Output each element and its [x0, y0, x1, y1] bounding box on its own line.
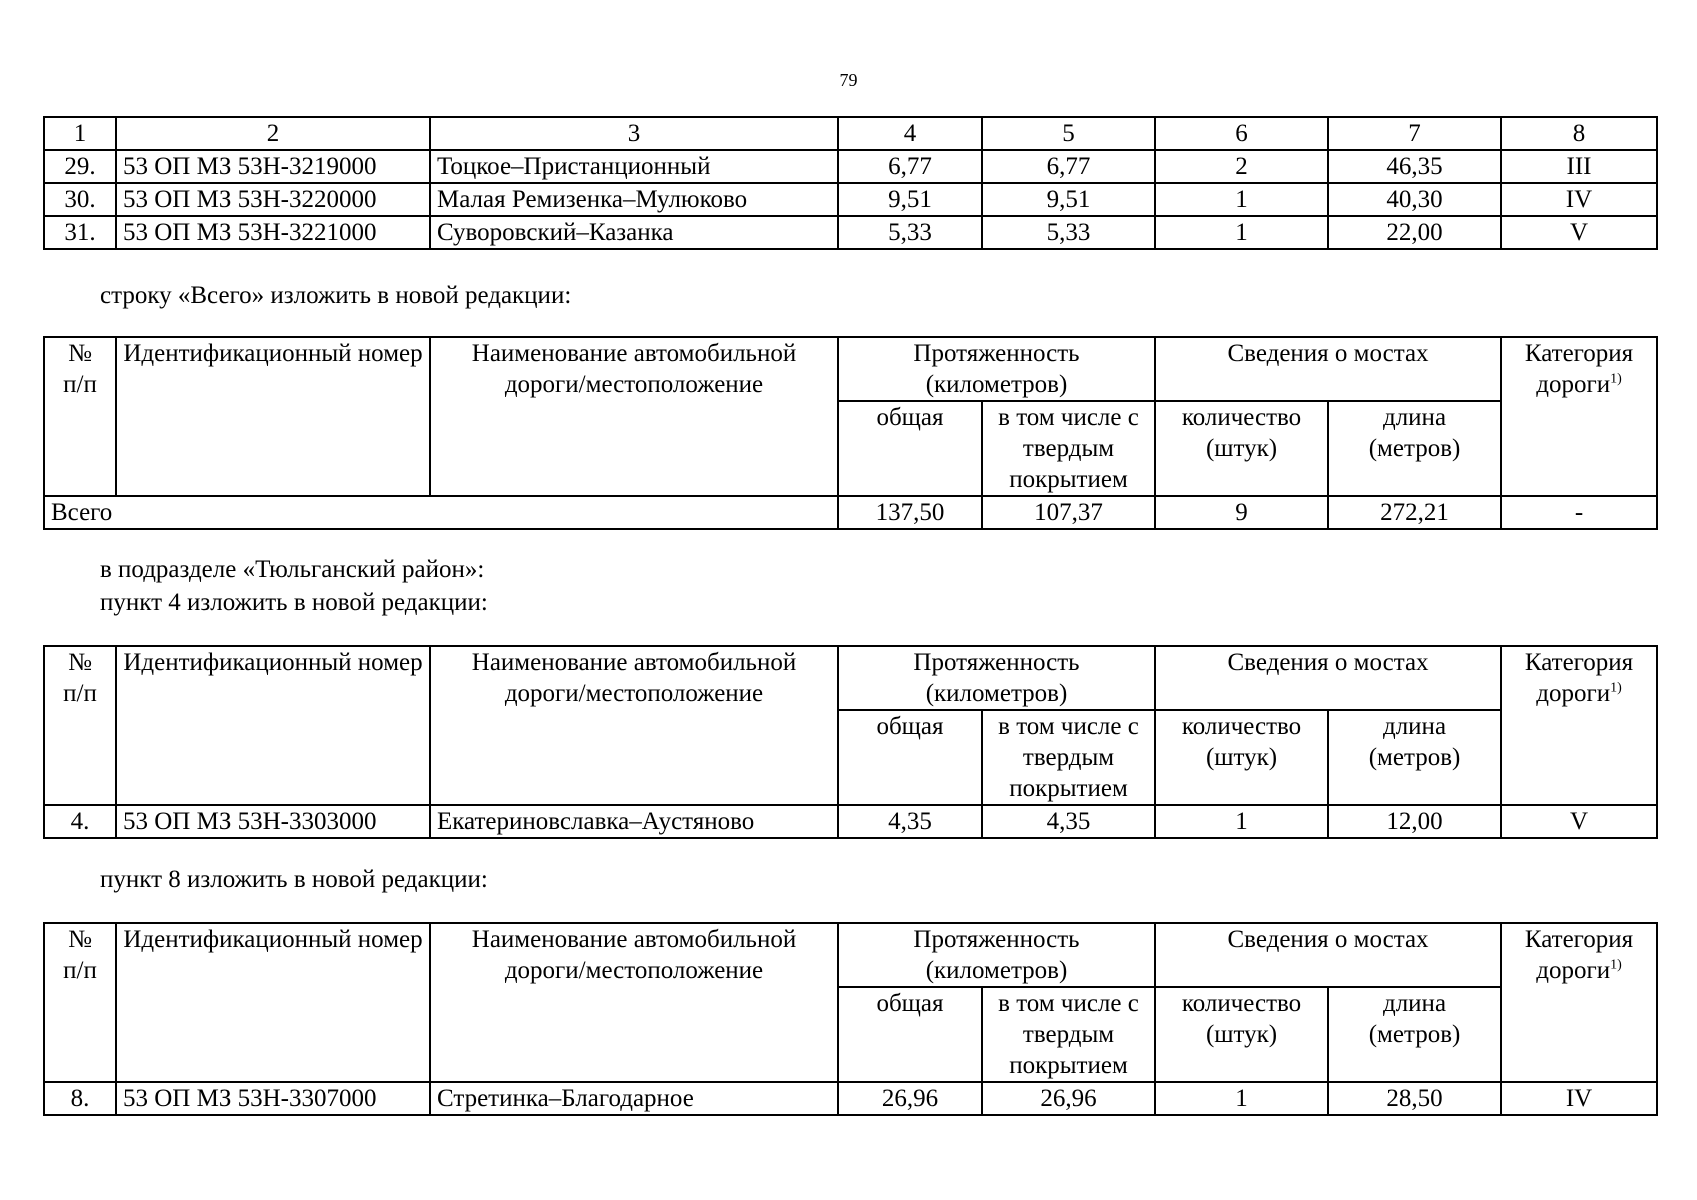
footnote-marker: 1): [1610, 680, 1622, 696]
header-length: Протяженность (километров): [838, 337, 1155, 401]
road-id: 53 ОП МЗ 53Н-3220000: [116, 183, 430, 216]
table-row: [44, 183, 1657, 216]
length-total: 6,77: [838, 150, 982, 183]
instruction-paragraph: пункт 4 изложить в новой редакции:: [100, 589, 488, 616]
total-category: -: [1501, 496, 1657, 529]
header-bridges: Сведения о мостах: [1155, 337, 1501, 401]
table-item-8: [43, 922, 1658, 1116]
instruction-paragraph: строку «Всего» изложить в новой редакции:: [100, 282, 572, 309]
bridge-count: 2: [1155, 150, 1328, 183]
total-bridge-count: 9: [1155, 496, 1328, 529]
instruction-paragraph: пункт 8 изложить в новой редакции:: [100, 866, 488, 893]
road-id: 53 ОП МЗ 53Н-3219000: [116, 150, 430, 183]
header-num: [44, 646, 116, 805]
header-bridges: Сведения о мостах: [1155, 646, 1501, 710]
column-number-row: [44, 117, 1657, 150]
header-name: Наименование автомобильной дороги/местоположение: [430, 646, 838, 805]
row-num: 8.: [44, 1082, 116, 1115]
road-name: Екатериновславка–Аустяново: [430, 805, 838, 838]
bridge-count: 1: [1155, 216, 1328, 249]
road-name: Малая Ремизенка–Мулюково: [430, 183, 838, 216]
length-paved: 6,77: [982, 150, 1155, 183]
header-num: [44, 923, 116, 1082]
header-paved: в том числе с твердым покрытием: [982, 987, 1155, 1082]
header-total: общая: [838, 401, 982, 496]
bridge-length: 22,00: [1328, 216, 1501, 249]
header-category: [1501, 337, 1657, 496]
table-row: [44, 805, 1657, 838]
row-num: 30.: [44, 183, 116, 216]
road-id: 53 ОП МЗ 53Н-3307000: [116, 1082, 430, 1115]
length-total: 26,96: [838, 1082, 982, 1115]
header-count: количество (штук): [1155, 401, 1328, 496]
road-name: Стретинка–Благодарное: [430, 1082, 838, 1115]
header-len-m: длина (метров): [1328, 987, 1501, 1082]
header-num: [44, 337, 116, 496]
header-len-m: длина (метров): [1328, 710, 1501, 805]
col-number: 6: [1155, 117, 1328, 150]
road-category: V: [1501, 805, 1657, 838]
header-total: общая: [838, 987, 982, 1082]
footnote-marker: 1): [1610, 957, 1622, 973]
road-category: III: [1501, 150, 1657, 183]
page-number: 79: [839, 70, 858, 90]
length-paved: 9,51: [982, 183, 1155, 216]
header-row: [44, 337, 1657, 401]
length-total: 4,35: [838, 805, 982, 838]
total-length: 137,50: [838, 496, 982, 529]
length-total: 9,51: [838, 183, 982, 216]
header-category-label: Категория дороги: [1524, 926, 1634, 984]
road-id: 53 ОП МЗ 53Н-3221000: [116, 216, 430, 249]
instruction-paragraph: в подразделе «Тюльганский район»:: [100, 556, 485, 583]
table-row: [44, 150, 1657, 183]
col-number: 4: [838, 117, 982, 150]
table-item-4: [43, 645, 1658, 839]
col-number: 8: [1501, 117, 1657, 150]
header-count: количество (штук): [1155, 710, 1328, 805]
header-category-label: Категория дороги: [1524, 340, 1634, 398]
header-num-label: № п/п: [63, 340, 97, 398]
road-name: Суворовский–Казанка: [430, 216, 838, 249]
footnote-marker: 1): [1610, 371, 1622, 387]
table-continuation: [43, 116, 1658, 250]
road-category: V: [1501, 216, 1657, 249]
header-id: Идентификационный номер: [116, 337, 430, 496]
header-num-label: № п/п: [63, 926, 97, 984]
length-total: 5,33: [838, 216, 982, 249]
road-category: IV: [1501, 183, 1657, 216]
header-total: общая: [838, 710, 982, 805]
row-num: 31.: [44, 216, 116, 249]
row-num: 4.: [44, 805, 116, 838]
bridge-length: 12,00: [1328, 805, 1501, 838]
col-number: 7: [1328, 117, 1501, 150]
header-category: [1501, 923, 1657, 1082]
total-paved: 107,37: [982, 496, 1155, 529]
header-row: [44, 646, 1657, 710]
length-paved: 5,33: [982, 216, 1155, 249]
header-category-label: Категория дороги: [1524, 649, 1634, 707]
total-bridge-length: 272,21: [1328, 496, 1501, 529]
col-number: 2: [116, 117, 430, 150]
road-id: 53 ОП МЗ 53Н-3303000: [116, 805, 430, 838]
bridge-length: 28,50: [1328, 1082, 1501, 1115]
bridge-length: 46,35: [1328, 150, 1501, 183]
road-category: IV: [1501, 1082, 1657, 1115]
header-len-m: длина (метров): [1328, 401, 1501, 496]
header-paved: в том числе с твердым покрытием: [982, 401, 1155, 496]
row-num: 29.: [44, 150, 116, 183]
road-name: Тоцкое–Пристанционный: [430, 150, 838, 183]
total-label: Всего: [44, 496, 838, 529]
header-length: Протяженность (километров): [838, 646, 1155, 710]
table-row: [44, 1082, 1657, 1115]
header-category: [1501, 646, 1657, 805]
header-length: Протяженность (километров): [838, 923, 1155, 987]
header-row: [44, 923, 1657, 987]
bridge-count: 1: [1155, 183, 1328, 216]
table-row: [44, 216, 1657, 249]
header-paved: в том числе с твердым покрытием: [982, 710, 1155, 805]
bridge-count: 1: [1155, 1082, 1328, 1115]
bridge-length: 40,30: [1328, 183, 1501, 216]
length-paved: 26,96: [982, 1082, 1155, 1115]
col-number: 5: [982, 117, 1155, 150]
length-paved: 4,35: [982, 805, 1155, 838]
col-number: 1: [44, 117, 116, 150]
header-id: Идентификационный номер: [116, 923, 430, 1082]
header-name: Наименование автомобильной дороги/местоположение: [430, 923, 838, 1082]
header-count: количество (штук): [1155, 987, 1328, 1082]
col-number: 3: [430, 117, 838, 150]
table-total: [43, 336, 1658, 530]
bridge-count: 1: [1155, 805, 1328, 838]
header-num-label: № п/п: [63, 649, 97, 707]
total-row: [44, 496, 1657, 529]
header-bridges: Сведения о мостах: [1155, 923, 1501, 987]
header-id: Идентификационный номер: [116, 646, 430, 805]
header-name: Наименование автомобильной дороги/местоположение: [430, 337, 838, 496]
